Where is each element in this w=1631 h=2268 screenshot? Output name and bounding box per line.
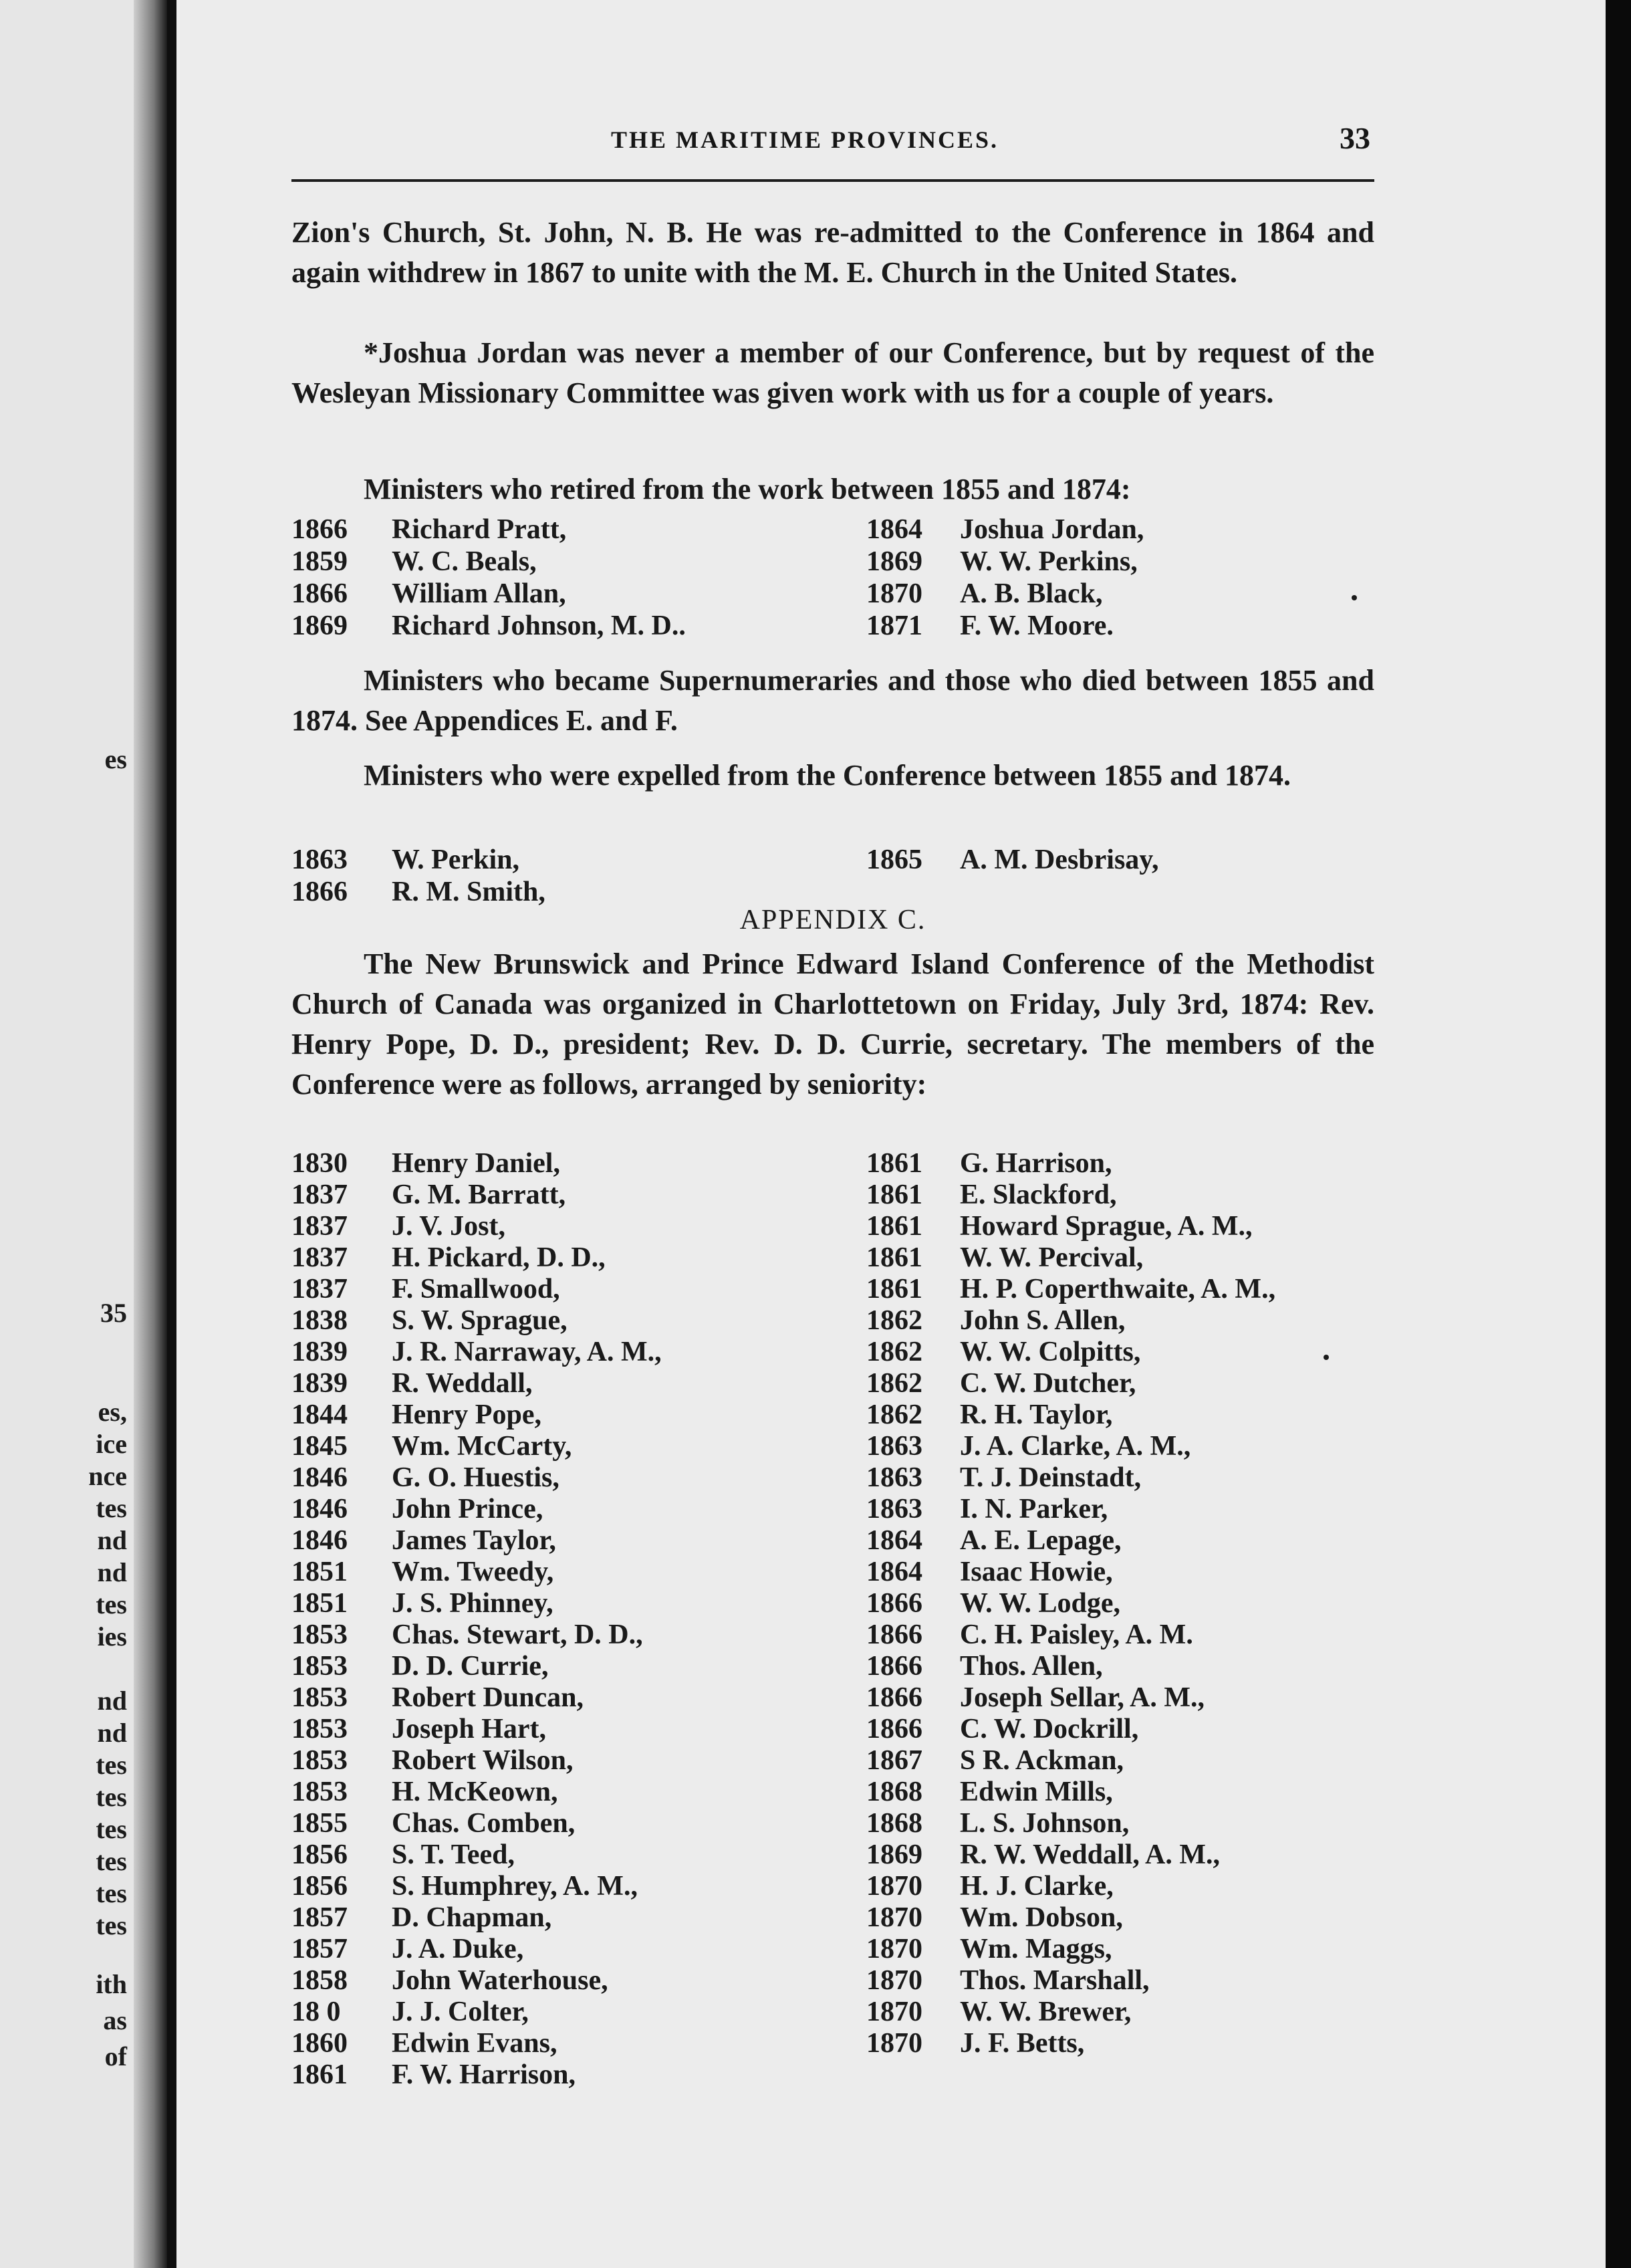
running-header: THE MARITIME PROVINCES. <box>611 126 999 153</box>
table-row <box>291 514 1374 546</box>
minister-name: A. M. Desbrisay, <box>960 844 1159 875</box>
table-row <box>291 1556 1374 1588</box>
year: 1844 <box>291 1399 348 1430</box>
year: 1863 <box>291 844 348 875</box>
margin-fragment: nd <box>97 1525 127 1555</box>
minister-name: W. W. Lodge, <box>960 1588 1121 1619</box>
minister-name: G. O. Huestis, <box>392 1462 559 1493</box>
year: 1853 <box>291 1714 348 1744</box>
year: 1870 <box>866 2028 922 2059</box>
year: 1869 <box>866 1839 922 1870</box>
paragraph-conference-organized: The New Brunswick and Prince Edward Island Conference of the Methodist Church of Canada was organized in Charlottetown on Friday, July 3rd, 1874: Rev. Henry Pope, D. D., president; Rev. D. D. Currie, secretary. The members of the Conference were as follows, arranged by seniority: <box>291 947 1374 1101</box>
minister-name: Chas. Stewart, D. D., <box>392 1619 643 1650</box>
minister-name: S. T. Teed, <box>392 1839 515 1870</box>
minister-name: Robert Duncan, <box>392 1682 584 1713</box>
minister-name: J. J. Colter, <box>392 1997 529 2027</box>
table-row <box>291 1964 1374 1997</box>
year: 1838 <box>291 1305 348 1336</box>
minister-name: R. Weddall, <box>392 1368 533 1399</box>
margin-fragment: tes <box>96 1493 127 1523</box>
minister-name: T. J. Deinstadt, <box>960 1462 1142 1493</box>
year: 1858 <box>291 1965 348 1996</box>
margin-fragment: tes <box>96 1782 127 1812</box>
year: 1853 <box>291 1619 348 1650</box>
year: 1871 <box>866 610 922 641</box>
minister-name: Wm. Tweedy, <box>392 1557 554 1587</box>
year: 1846 <box>291 1462 348 1493</box>
minister-name: Richard Johnson, M. D.. <box>392 610 686 641</box>
minister-name: J. A. Clarke, A. M., <box>960 1431 1191 1462</box>
year: 1864 <box>866 1525 922 1556</box>
year: 1837 <box>291 1274 348 1305</box>
minister-name: C. W. Dockrill, <box>960 1714 1139 1744</box>
table-row <box>291 1902 1374 1934</box>
minister-name: John Prince, <box>392 1494 543 1524</box>
minister-name: W. C. Beals, <box>392 546 537 577</box>
minister-name: R. H. Taylor, <box>960 1399 1113 1430</box>
table-row <box>291 1147 1374 1179</box>
year: 1870 <box>866 578 922 609</box>
year: 1856 <box>291 1871 348 1902</box>
year: 1839 <box>291 1337 348 1367</box>
minister-name: W. W. Percival, <box>960 1242 1144 1273</box>
year: 1846 <box>291 1494 348 1524</box>
year: 18 0 <box>291 1997 341 2027</box>
year: 1853 <box>291 1682 348 1713</box>
table-row <box>291 1996 1374 2028</box>
year: 1861 <box>866 1211 922 1242</box>
year: 1860 <box>291 2028 348 2059</box>
year: 1863 <box>866 1431 922 1462</box>
year: 1846 <box>291 1525 348 1556</box>
minister-name: S R. Ackman, <box>960 1745 1124 1776</box>
year: 1851 <box>291 1557 348 1587</box>
year: 1866 <box>291 877 348 907</box>
minister-name: A. B. Black, <box>960 578 1103 609</box>
table-row <box>291 1870 1374 1902</box>
appendix-heading: APPENDIX C. <box>739 905 926 935</box>
minister-name: G. M. Barratt, <box>392 1179 566 1210</box>
year: 1868 <box>866 1777 922 1807</box>
minister-name: Wm. Maggs, <box>960 1934 1112 1964</box>
minister-name: F. Smallwood, <box>392 1274 560 1305</box>
year: 1839 <box>291 1368 348 1399</box>
year: 1866 <box>291 514 348 545</box>
margin-fragment: nce <box>88 1461 127 1491</box>
minister-name: William Allan, <box>392 578 566 609</box>
minister-name: C. H. Paisley, A. M. <box>960 1619 1193 1650</box>
margin-fragment: tes <box>96 1846 127 1876</box>
table-row <box>291 1242 1374 1274</box>
minister-name: L. S. Johnson, <box>960 1808 1130 1839</box>
margin-fragment: of <box>104 2041 127 2071</box>
minister-name: Wm. Dobson, <box>960 1902 1123 1933</box>
stray-mark <box>1324 1355 1329 1360</box>
minister-name: H. Pickard, D. D., <box>392 1242 606 1273</box>
minister-name: W. W. Colpitts, <box>960 1337 1141 1367</box>
table-row <box>291 578 1374 610</box>
minister-name: E. Slackford, <box>960 1179 1117 1210</box>
minister-name: A. E. Lepage, <box>960 1525 1122 1556</box>
table-row <box>291 1807 1374 1839</box>
year: 1857 <box>291 1934 348 1964</box>
header-rule <box>291 179 1374 182</box>
minister-name: James Taylor, <box>392 1525 556 1556</box>
minister-name: W. Perkin, <box>392 844 519 875</box>
minister-name: J. S. Phinney, <box>392 1588 553 1619</box>
margin-fragment: es, <box>98 1397 127 1427</box>
table-row <box>291 1462 1374 1494</box>
table-row <box>291 610 1374 642</box>
minister-name: R. W. Weddall, A. M., <box>960 1839 1220 1870</box>
year: 1867 <box>866 1745 922 1776</box>
table-row <box>291 1650 1374 1682</box>
minister-name: Henry Daniel, <box>392 1148 560 1179</box>
minister-name: Edwin Evans, <box>392 2028 557 2059</box>
minister-name: S. Humphrey, A. M., <box>392 1871 638 1902</box>
year: 1868 <box>866 1808 922 1839</box>
year: 1853 <box>291 1777 348 1807</box>
minister-name: F. W. Moore. <box>960 610 1114 641</box>
minister-name: J. F. Betts, <box>960 2028 1085 2059</box>
year: 1863 <box>866 1494 922 1524</box>
minister-name: W. W. Brewer, <box>960 1997 1132 2027</box>
minister-name: H. P. Coperthwaite, A. M., <box>960 1274 1276 1305</box>
minister-name: G. Harrison, <box>960 1148 1112 1179</box>
margin-fragment: tes <box>96 1878 127 1908</box>
minister-name: John S. Allen, <box>960 1305 1126 1336</box>
table-row <box>291 1179 1374 1211</box>
minister-name: Richard Pratt, <box>392 514 567 545</box>
table-row <box>291 844 1374 876</box>
year: 1869 <box>291 610 348 641</box>
gutter-shadow <box>167 0 176 2268</box>
minister-name: Chas. Comben, <box>392 1808 576 1839</box>
paragraph-expelled-heading: Ministers who were expelled from the Conference between 1855 and 1874. <box>364 759 1291 792</box>
year: 1869 <box>866 546 922 577</box>
scan-edge <box>1606 0 1631 2268</box>
minister-name: D. Chapman, <box>392 1902 552 1933</box>
year: 1866 <box>866 1682 922 1713</box>
page-number: 33 <box>1340 121 1370 155</box>
minister-name: C. W. Dutcher, <box>960 1368 1136 1399</box>
year: 1862 <box>866 1399 922 1430</box>
table-row <box>291 1713 1374 1745</box>
minister-name: R. M. Smith, <box>392 877 545 907</box>
table-row <box>291 1399 1374 1431</box>
table-row <box>291 1430 1374 1462</box>
year: 1851 <box>291 1588 348 1619</box>
year: 1861 <box>866 1242 922 1273</box>
year: 1861 <box>866 1274 922 1305</box>
adjacent-page-edge <box>0 0 167 2268</box>
year: 1855 <box>291 1808 348 1839</box>
minister-name: Thos. Allen, <box>960 1651 1103 1682</box>
year: 1830 <box>291 1148 348 1179</box>
table-row <box>291 546 1374 578</box>
margin-fragment: nd <box>97 1718 127 1748</box>
stray-mark <box>1352 595 1357 600</box>
minister-name: John Waterhouse, <box>392 1965 608 1996</box>
margin-fragment: es <box>104 744 127 774</box>
year: 1862 <box>866 1368 922 1399</box>
year: 1837 <box>291 1211 348 1242</box>
year: 1853 <box>291 1745 348 1776</box>
book-page <box>176 0 1606 2268</box>
minister-name: Henry Pope, <box>392 1399 541 1430</box>
table-row <box>291 1933 1374 1965</box>
year: 1861 <box>291 2059 348 2090</box>
table-row <box>291 876 1374 908</box>
year: 1870 <box>866 1902 922 1933</box>
table-row <box>291 1776 1374 1808</box>
minister-name: J. R. Narraway, A. M., <box>392 1337 662 1367</box>
table-row <box>291 1336 1374 1368</box>
margin-fragment: ies <box>97 1621 127 1652</box>
paragraph-retired-heading: Ministers who retired from the work between 1855 and 1874: <box>364 473 1131 505</box>
year: 1862 <box>866 1305 922 1336</box>
year: 1866 <box>866 1651 922 1682</box>
year: 1870 <box>866 1997 922 2027</box>
margin-fragment: nd <box>97 1557 127 1587</box>
minister-name: Joseph Sellar, A. M., <box>960 1682 1205 1713</box>
minister-name: S. W. Sprague, <box>392 1305 568 1336</box>
year: 1845 <box>291 1431 348 1462</box>
year: 1866 <box>866 1619 922 1650</box>
paragraph-supernumeraries: Ministers who became Supernumeraries and those who died between 1855 and 1874. See Appendices E. and F. <box>291 664 1374 737</box>
year: 1853 <box>291 1651 348 1682</box>
margin-fragment: tes <box>96 1814 127 1844</box>
table-row <box>291 1524 1374 1557</box>
year: 1870 <box>866 1871 922 1902</box>
year: 1870 <box>866 1934 922 1964</box>
table-row <box>291 1305 1374 1337</box>
table-row <box>291 2059 1374 2091</box>
year: 1866 <box>866 1714 922 1744</box>
minister-name: Thos. Marshall, <box>960 1965 1150 1996</box>
paragraph-zions-church: Zion's Church, St. John, N. B. He was re-admitted to the Conference in 1864 and again withdrew in 1867 to unite with the M. E. Church in the United States. <box>291 216 1374 289</box>
minister-name: Wm. McCarty, <box>392 1431 572 1462</box>
year: 1862 <box>866 1337 922 1367</box>
year: 1866 <box>866 1588 922 1619</box>
table-row <box>291 1273 1374 1305</box>
year: 1837 <box>291 1179 348 1210</box>
year: 1870 <box>866 1965 922 1996</box>
minister-name: D. D. Currie, <box>392 1651 549 1682</box>
table-row <box>291 1210 1374 1242</box>
book-gutter <box>134 0 167 2268</box>
year: 1864 <box>866 514 922 545</box>
margin-fragment: nd <box>97 1686 127 1716</box>
minister-name: Howard Sprague, A. M., <box>960 1211 1253 1242</box>
minister-name: H. J. Clarke, <box>960 1871 1114 1902</box>
year: 1857 <box>291 1902 348 1933</box>
year: 1863 <box>866 1462 922 1493</box>
table-row <box>291 1682 1374 1714</box>
year: 1865 <box>866 844 922 875</box>
margin-fragment: tes <box>96 1750 127 1780</box>
table-row <box>291 1839 1374 1871</box>
year: 1861 <box>866 1179 922 1210</box>
year: 1859 <box>291 546 348 577</box>
minister-name: J. A. Duke, <box>392 1934 524 1964</box>
margin-fragment: ice <box>96 1429 127 1459</box>
year: 1866 <box>291 578 348 609</box>
minister-name: Isaac Howie, <box>960 1557 1113 1587</box>
margin-fragment: as <box>103 2005 127 2035</box>
minister-name: Joseph Hart, <box>392 1714 546 1744</box>
margin-fragment: tes <box>96 1910 127 1940</box>
table-row <box>291 1367 1374 1399</box>
minister-name: W. W. Perkins, <box>960 546 1138 577</box>
minister-name: Robert Wilson, <box>392 1745 574 1776</box>
year: 1864 <box>866 1557 922 1587</box>
minister-name: J. V. Jost, <box>392 1211 505 1242</box>
minister-name: Joshua Jordan, <box>960 514 1144 545</box>
table-row <box>291 1493 1374 1525</box>
minister-name: I. N. Parker, <box>960 1494 1108 1524</box>
margin-fragment: ith <box>96 1969 127 1999</box>
margin-fragment: 35 <box>100 1298 127 1328</box>
minister-name: Edwin Mills, <box>960 1777 1113 1807</box>
table-row <box>291 1619 1374 1651</box>
table-row <box>291 1587 1374 1619</box>
table-row <box>291 1744 1374 1777</box>
year: 1861 <box>866 1148 922 1179</box>
year: 1856 <box>291 1839 348 1870</box>
margin-fragment: tes <box>96 1589 127 1619</box>
paragraph-joshua-jordan-note: *Joshua Jordan was never a member of our Conference, but by request of the Wesleyan Missionary Committee was given work with us for a couple of years. <box>291 336 1374 409</box>
year: 1837 <box>291 1242 348 1273</box>
table-row <box>291 2027 1374 2059</box>
minister-name: F. W. Harrison, <box>392 2059 576 2090</box>
minister-name: H. McKeown, <box>392 1777 558 1807</box>
